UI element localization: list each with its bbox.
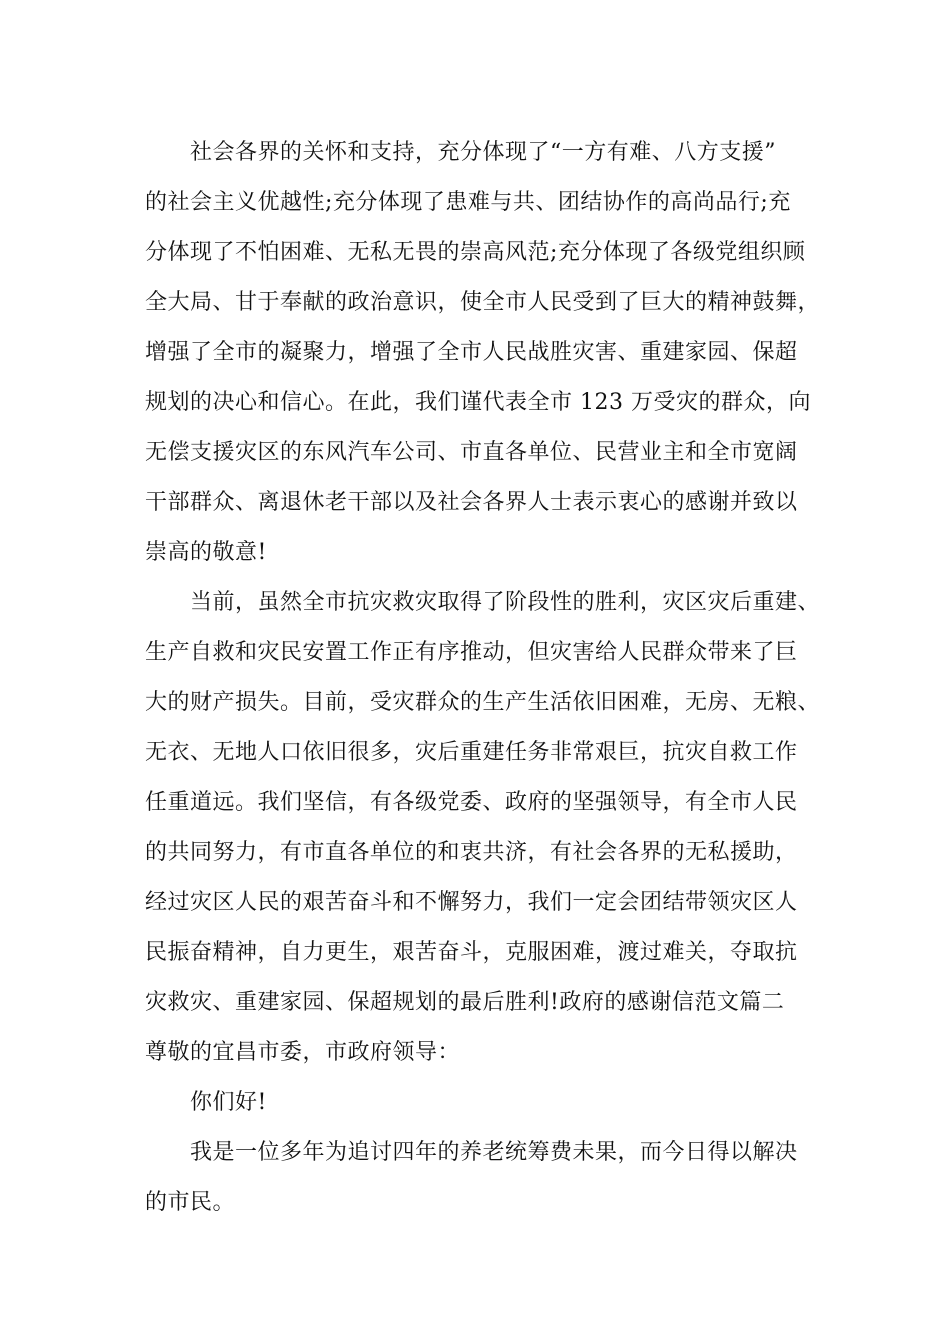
text-line-8: 干部群众、离退休老干部以及社会各界人士表示衷心的感谢并致以 (145, 490, 798, 515)
text-line-2: 的社会主义优越性;充分体现了患难与共、团结协作的高尚品行;充 (145, 190, 791, 215)
text-line-6: 规划的决心和信心。在此，我们谨代表全市 123 万受灾的群众，向 (145, 390, 811, 415)
text-line-11: 生产自救和灾民安置工作正有序推动，但灾害给人民群众带来了巨 (145, 640, 798, 665)
text-line-7: 无偿支援灾区的东风汽车公司、市直各单位、民营业主和全市宽阔 (145, 440, 798, 465)
text-line-21: 我是一位多年为追讨四年的养老统筹费未果，而今日得以解决 (190, 1140, 798, 1165)
text-line-10: 当前，虽然全市抗灾救灾取得了阶段性的胜利，灾区灾后重建、 (190, 590, 821, 615)
letter-body (145, 128, 825, 1228)
text-line-18: 灾救灾、重建家园、保超规划的最后胜利!政府的感谢信范文篇二 (145, 990, 785, 1015)
text-line-20: 你们好! (190, 1090, 267, 1115)
text-line-14: 任重道远。我们坚信，有各级党委、政府的坚强领导，有全市人民 (145, 790, 798, 815)
text-line-1: 社会各界的关怀和支持，充分体现了“一方有难、八方支援” (190, 140, 776, 165)
text-line-12: 大的财产损失。目前，受灾群众的生产生活依旧困难，无房、无粮、 (145, 690, 821, 715)
text-line-9: 崇高的敬意! (145, 540, 267, 565)
text-line-15: 的共同努力，有市直各单位的和衷共济，有社会各界的无私援助， (145, 840, 798, 865)
text-line-13: 无衣、无地人口依旧很多，灾后重建任务非常艰巨，抗灾自救工作 (145, 740, 798, 765)
text-line-19: 尊敬的宜昌市委，市政府领导： (145, 1040, 461, 1065)
text-line-22: 的市民。 (145, 1190, 236, 1215)
text-line-16: 经过灾区人民的艰苦奋斗和不懈努力，我们一定会团结带领灾区人 (145, 890, 798, 915)
text-line-17: 民振奋精神，自力更生，艰苦奋斗，克服困难，渡过难关，夺取抗 (145, 940, 798, 965)
text-line-4: 全大局、甘于奉献的政治意识，使全市人民受到了巨大的精神鼓舞， (145, 290, 821, 315)
text-line-5: 增强了全市的凝聚力，增强了全市人民战胜灾害、重建家园、保超 (145, 340, 798, 365)
text-line-3: 分体现了不怕困难、无私无畏的崇高风范;充分体现了各级党组织顾 (145, 240, 806, 265)
